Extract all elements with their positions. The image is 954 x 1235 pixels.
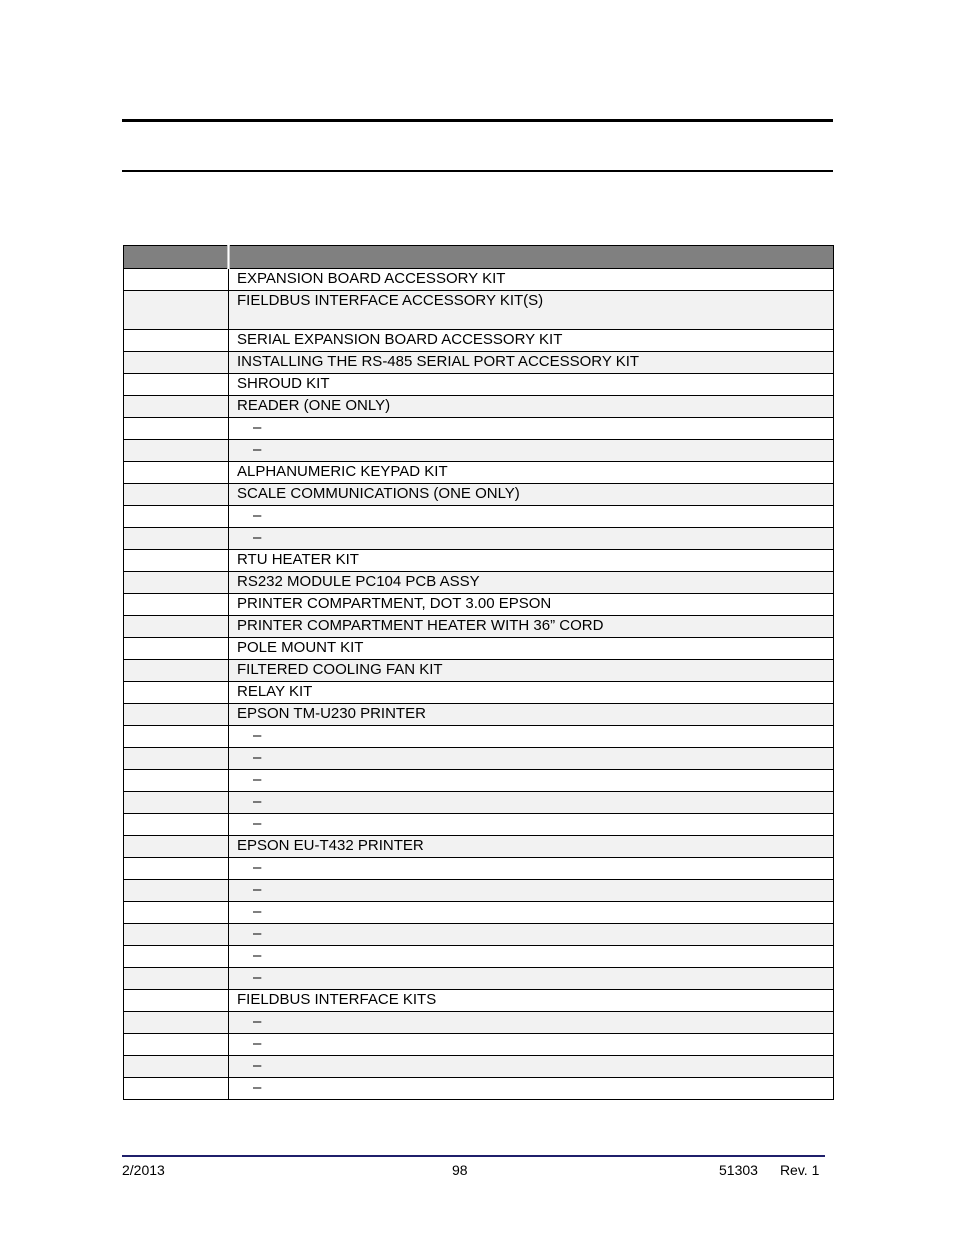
footer-date: 2/2013 [122, 1162, 165, 1178]
table-row [124, 1012, 834, 1034]
part-number-cell [124, 396, 229, 418]
part-number-cell [124, 528, 229, 550]
part-number-cell [124, 1034, 229, 1056]
sub-item-description-cell: – [229, 1056, 834, 1078]
sub-item-description-cell: – [229, 1034, 834, 1056]
table-row [124, 550, 834, 572]
part-number-cell [124, 836, 229, 858]
sub-item-description-cell: – [229, 968, 834, 990]
table-row [124, 726, 834, 748]
table-row [124, 704, 834, 726]
table-row [124, 880, 834, 902]
description-cell: PRINTER COMPARTMENT, DOT 3.00 EPSON [229, 594, 834, 616]
table-row [124, 902, 834, 924]
table-row [124, 858, 834, 880]
description-cell: PRINTER COMPARTMENT HEATER WITH 36” CORD [229, 616, 834, 638]
table-row [124, 396, 834, 418]
part-number-cell [124, 594, 229, 616]
table-row [124, 374, 834, 396]
sub-item-description-cell: – [229, 1012, 834, 1034]
table-row [124, 1056, 834, 1078]
table-row [124, 770, 834, 792]
part-number-cell [124, 990, 229, 1012]
table-row [124, 792, 834, 814]
accessory-kits-table [123, 245, 834, 1100]
table-row [124, 330, 834, 352]
table-row [124, 418, 834, 440]
footer-rule [122, 1155, 825, 1157]
sub-item-description-cell: – [229, 770, 834, 792]
sub-item-description-cell: – [229, 814, 834, 836]
table-row [124, 638, 834, 660]
sub-item-description-cell: – [229, 880, 834, 902]
sub-item-description-cell: – [229, 506, 834, 528]
description-cell: FILTERED COOLING FAN KIT [229, 660, 834, 682]
description-cell: SERIAL EXPANSION BOARD ACCESSORY KIT [229, 330, 834, 352]
description-cell: FIELDBUS INTERFACE KITS [229, 990, 834, 1012]
description-cell: EPSON EU-T432 PRINTER [229, 836, 834, 858]
table-row [124, 269, 834, 291]
description-cell: ALPHANUMERIC KEYPAD KIT [229, 462, 834, 484]
table-row [124, 968, 834, 990]
table-row [124, 1034, 834, 1056]
description-cell: RS232 MODULE PC104 PCB ASSY [229, 572, 834, 594]
part-number-cell [124, 682, 229, 704]
description-cell: POLE MOUNT KIT [229, 638, 834, 660]
table-row [124, 836, 834, 858]
part-number-cell [124, 814, 229, 836]
part-number-header [124, 246, 229, 269]
part-number-cell [124, 968, 229, 990]
part-number-cell [124, 924, 229, 946]
part-number-cell [124, 440, 229, 462]
sub-item-description-cell: – [229, 924, 834, 946]
description-cell: READER (ONE ONLY) [229, 396, 834, 418]
table-row [124, 352, 834, 374]
footer-revision: Rev. 1 [779, 1162, 820, 1178]
part-number-cell [124, 1012, 229, 1034]
sub-item-description-cell: – [229, 1078, 834, 1100]
description-cell: EPSON TM-U230 PRINTER [229, 704, 834, 726]
part-number-cell [124, 1056, 229, 1078]
description-cell: RTU HEATER KIT [229, 550, 834, 572]
part-number-cell [124, 1078, 229, 1100]
table-header-row [124, 246, 834, 269]
part-number-cell [124, 550, 229, 572]
table-row [124, 506, 834, 528]
table-row [124, 291, 834, 330]
sub-item-description-cell: – [229, 902, 834, 924]
part-number-cell [124, 462, 229, 484]
sub-item-description-cell: – [229, 858, 834, 880]
sub-item-description-cell: – [229, 528, 834, 550]
part-number-cell [124, 506, 229, 528]
sub-item-description-cell: – [229, 946, 834, 968]
table-row [124, 814, 834, 836]
top-rule [122, 119, 833, 122]
description-cell: SCALE COMMUNICATIONS (ONE ONLY) [229, 484, 834, 506]
part-number-cell [124, 770, 229, 792]
footer-doc-number: 51303 [719, 1162, 758, 1178]
description-cell: SHROUD KIT [229, 374, 834, 396]
description-cell: INSTALLING THE RS-485 SERIAL PORT ACCESSORY KIT [229, 352, 834, 374]
table-row [124, 1078, 834, 1100]
sub-item-description-cell: – [229, 748, 834, 770]
part-number-cell [124, 726, 229, 748]
table-body [124, 269, 834, 1100]
part-number-cell [124, 748, 229, 770]
part-number-cell [124, 418, 229, 440]
description-header [229, 246, 834, 269]
part-number-cell [124, 660, 229, 682]
part-number-cell [124, 792, 229, 814]
table-row [124, 990, 834, 1012]
part-number-cell [124, 352, 229, 374]
part-number-cell [124, 858, 229, 880]
description-cell: EXPANSION BOARD ACCESSORY KIT [229, 269, 834, 291]
part-number-cell [124, 572, 229, 594]
sub-item-description-cell: – [229, 440, 834, 462]
table-row [124, 924, 834, 946]
sub-item-description-cell: – [229, 792, 834, 814]
part-number-cell [124, 291, 229, 330]
table-row [124, 748, 834, 770]
part-number-cell [124, 330, 229, 352]
table-row [124, 616, 834, 638]
description-cell: FIELDBUS INTERFACE ACCESSORY KIT(S) [229, 291, 834, 330]
description-cell: RELAY KIT [229, 682, 834, 704]
part-number-cell [124, 269, 229, 291]
part-number-cell [124, 616, 229, 638]
table-row [124, 484, 834, 506]
table-row [124, 594, 834, 616]
table-row [124, 660, 834, 682]
part-number-cell [124, 880, 229, 902]
table-row [124, 572, 834, 594]
footer-doc-info [719, 1162, 819, 1178]
part-number-cell [124, 946, 229, 968]
section-rule [122, 170, 833, 172]
part-number-cell [124, 484, 229, 506]
part-number-cell [124, 704, 229, 726]
part-number-cell [124, 638, 229, 660]
table-row [124, 682, 834, 704]
table-row [124, 462, 834, 484]
sub-item-description-cell: – [229, 726, 834, 748]
table-row [124, 440, 834, 462]
sub-item-description-cell: – [229, 418, 834, 440]
part-number-cell [124, 374, 229, 396]
part-number-cell [124, 902, 229, 924]
footer-page-number: 98 [452, 1162, 468, 1178]
table-row [124, 528, 834, 550]
table-row [124, 946, 834, 968]
